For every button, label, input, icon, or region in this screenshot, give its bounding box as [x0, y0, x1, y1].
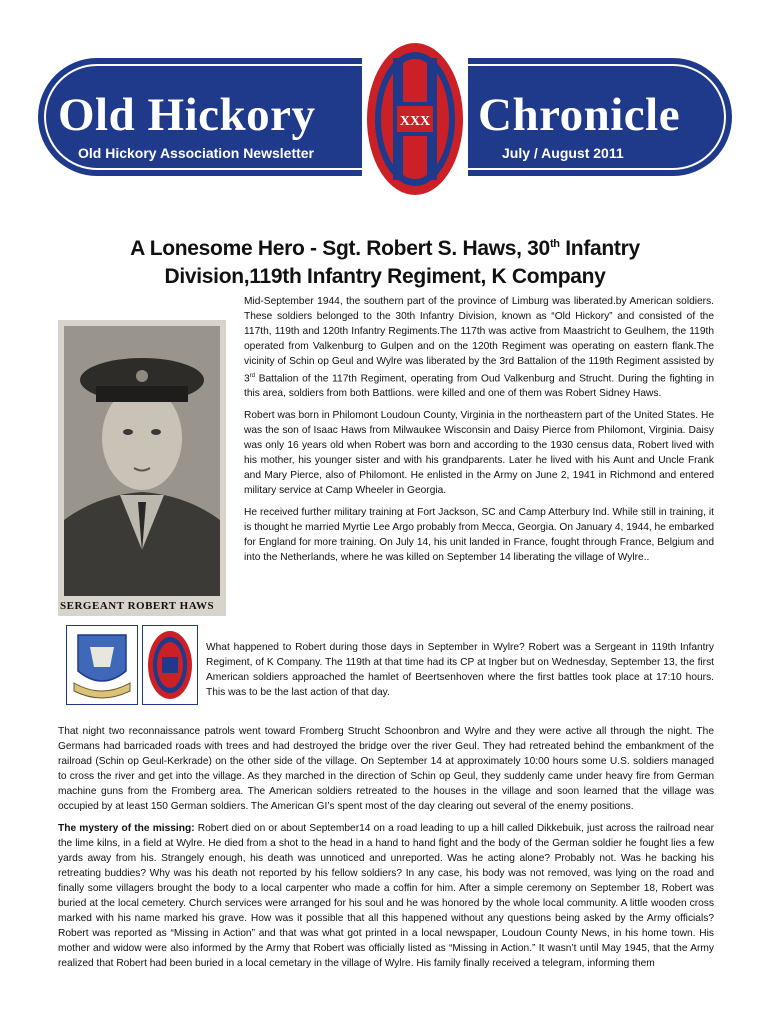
paragraph-5: That night two reconnaissance patrols went toward Fromberg Strucht Schoonbron and Wylre and they were active all through the night. The Germans had barricaded roads with trees and had destroyed the bridge over the river Geul. They had retreated behind the embankment of the railroad (Schin op Geul-Kerkrade) on the other side of the village. On September 14 at approximately 10:00 hours some U.S. soldiers managed to cross the river and get into the village. As they marched in the direction of Schin op Geul, they suddenly came under heavy fire from German machine guns from the Fromberg area. The American soldiers retreated to the houses in the village and soon learned that the village was occupied by at least 150 German soldiers. The American GI’s spent most of the day clearing out several of the enemy positions. [58, 726, 714, 812]
portrait-image [58, 320, 226, 616]
article-headline [60, 230, 710, 291]
soldier-portrait [58, 320, 226, 616]
paragraph-2: Robert was born in Philomont Loudoun County, Virginia in the northeastern part of the United States. He was the son of Isaac Haws from Milwaukee Wisconsin and Daisy Pierce from Philomont, Virginia. Daisy was only 16 years old when Robert was born and according to the 1930 census data, Robert lived with his mother, his younger sister and with his grandparents. Later he lived with his Aunt and Uncle Frank and Mary Pierce, also of Philomont. He enlisted in the Army on June 2, 1941 in Richmond and entered military service at Camp Wheeler in Georgia. [244, 410, 714, 497]
headline-line2: Division,119th Infantry Regiment, K Company [164, 265, 606, 288]
masthead-issue-date: July / August 2011 [502, 145, 624, 161]
division-patch-small [142, 625, 198, 705]
portrait-caption: SERGEANT ROBERT HAWS [60, 600, 215, 612]
division-patch-icon [362, 38, 468, 200]
crest-icon [66, 625, 138, 705]
masthead-title-left: Old Hickory [58, 89, 316, 141]
paragraph-4: What happened to Robert during those days in September in Wylre? Robert was a Sergeant in 119th Infantry Regiment, of K Company. The 119th at that time had its CP at Ingber but on Wednesday, September 13, the first American soldiers approached the hamlet of Beertsenhoven where the first battles took place at 17:10 hours. This was to be the last action of that day. [206, 642, 714, 698]
division-logo [362, 38, 468, 200]
masthead-subtitle: Old Hickory Association Newsletter [78, 145, 314, 161]
paragraph-6: The mystery of the missing: Robert died on or about September14 on a road leading to up a hill called Dikkebuik, just across the railroad near the lime kilns, in a field at Wylre. He died from a shot to the head in a hand to hand fight and the body of the German soldier he fought lies a few yards away from his. Strangely enough, his death was unnoticed and unreported. Was he acting alone? Probably not. Was he backing his retreating buddies? Why was his death not reported by his fellow soldiers? In any case, his body was not removed, was lying on the road and finally some villagers brought the body to a local carpenter who made a coffin for him. After a simple ceremony on September 18, Robert was buried at the local cemetery. Church services were arranged for his soul and he was honored by the whole local community. A little wooden cross marked with his name marked his grave. How was it possible that all this happened without any questions being asked by the Army officials? Robert was reported as “Missing in Action” and that was what got printed in a local newspaper, Loudoun County News, in his home town. His mother and widow were also informed by the Army that Robert was officially listed as “Missing in Action.” It wasn’t until May 1945, that the Army realized that Robert had been buried in a local cemetary in the village of Wylre. His family finally received a telegram, informing them [58, 823, 714, 969]
headline-line1-end: Infantry [559, 237, 640, 260]
headline-line1: A Lonesome Hero - Sgt. Robert S. Haws, 30 [130, 237, 550, 260]
paragraph-1: Mid-September 1944, the southern part of the province of Limburg was liberated.by American soldiers. These soldiers belonged to the 30th Infantry Division, known as “Old Hickory” and consisted of the 117th, 119th and 120th Infantry Regiments.The 117th was active from Maastricht to Geulhem, the 119th operated from Valkenburg to Gulpen and on the 120th Regiment was operating on eastern flank.The vicinity of Schin op Geul and Wylre was liberated by the 3rd Battalion of the 119th Regiment assisted by 3rd Battalion of the 117th Regiment, operating from Oud Valkenburg and Strucht. During the fighting in this area, soldiers from both Battlions. were killed and one of them was Robert Sidney Haws. [244, 296, 714, 400]
article-column-right [244, 294, 714, 572]
masthead-title-right: Chronicle [478, 89, 681, 141]
article-column-full [58, 724, 714, 978]
svg-text:XXX: XXX [399, 114, 431, 129]
regiment-crest [66, 625, 138, 705]
paragraph-3: He received further military training at Fort Jackson, SC and Camp Atterbury Ind. While still in training, it is thought he married Myrtie Lee Argo probably from Mecca, Georgia. On January 4, 1944, he embarked for England for more training. On July 14, his unit landed in France, fought through France, Belgium and into the Netherlands, where he was killed on September 14 liberating the village of Wylre.. [244, 507, 715, 564]
headline-superscript: th [549, 238, 560, 250]
mystery-lead: The mystery of the missing: [58, 823, 195, 834]
small-patch-icon [142, 625, 198, 705]
article-column-mid [206, 640, 714, 707]
